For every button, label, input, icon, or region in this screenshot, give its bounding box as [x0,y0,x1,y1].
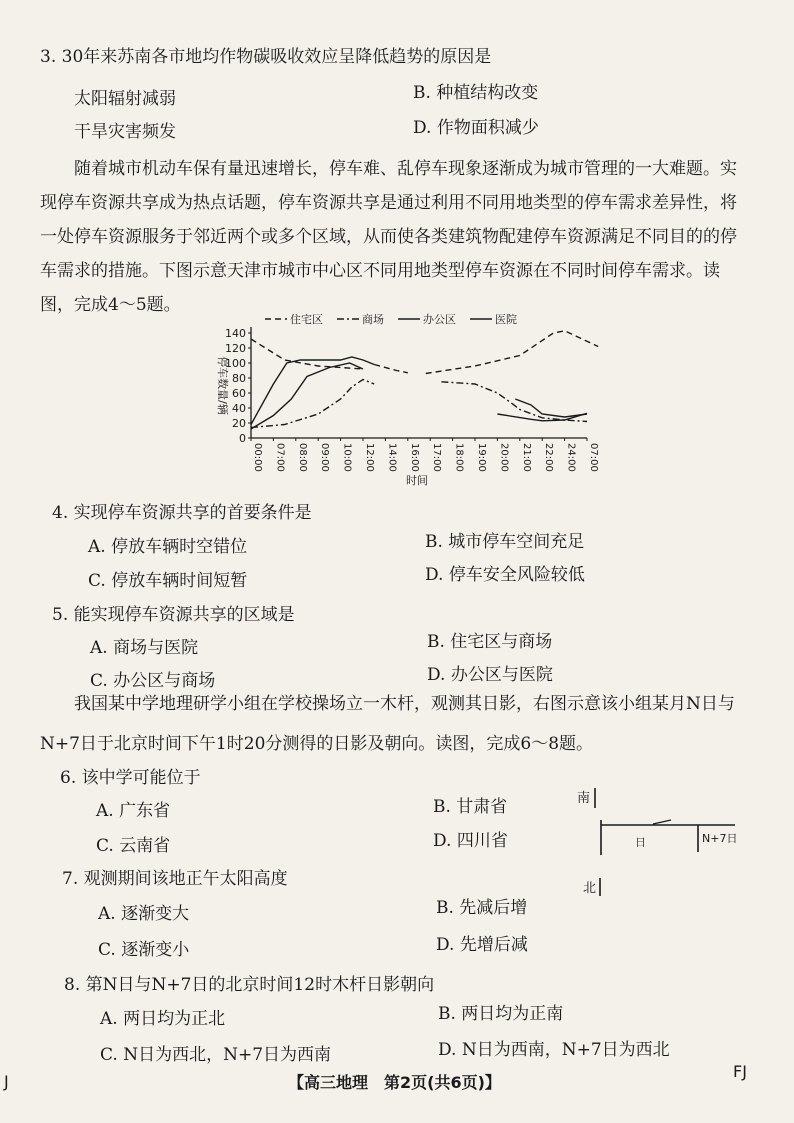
y-tick-label: 20 [232,417,246,430]
series-line-3 [251,363,363,429]
x-tick-label: 10:00 [341,443,353,472]
q4-option-c: C. 停放车辆时间短暂 [88,571,248,591]
y-tick-label: 120 [225,342,246,355]
x-tick-label: 21:00 [520,443,532,472]
x-tick-label: 17:00 [431,443,443,472]
q3-option-d: D. 作物面积减少 [413,118,539,138]
q5-option-b: B. 住宅区与商场 [427,632,553,652]
intro-6-8: 我国某中学地理研学小组在学校操场立一木杆，观测其日影，右图示意该小组某月N日与N+7日于北京时间下午1时20分测得的日影及朝向。读图，完成6～8题。 [40,694,735,754]
x-tick-label: 07:00 [274,443,286,472]
series-line-2 [251,380,374,428]
y-tick-label: 140 [225,327,246,340]
shadow-figure [575,780,765,900]
q3-stem: 3. 30年来苏南各市地均作物碳吸收效应呈降低趋势的原因是 [40,47,492,67]
x-tick-label: 12:00 [364,443,375,472]
q4-option-a: A. 停放车辆时空错位 [88,537,248,557]
q8-option-b: B. 两日均为正南 [438,1004,564,1024]
footer-right-mark: FJ [733,1062,747,1081]
x-tick-label: 22:00 [543,443,555,472]
y-tick-label: 60 [232,387,246,400]
q7-option-c: C. 逐渐变小 [98,940,190,960]
q7-option-b: B. 先减后增 [436,898,528,918]
q4-option-b: B. 城市停车空间充足 [425,532,585,552]
south-label: 南 [577,791,591,806]
north-label: 北 [583,881,597,896]
legend-label: 商场 [362,313,384,326]
n-day-label: 日 [635,836,646,849]
series-line-4 [251,357,374,425]
q8-option-d: D. N日为西南，N+7日为西北 [438,1040,670,1060]
x-tick-label: 20:00 [498,443,510,472]
q5-option-a: A. 商场与医院 [90,638,199,658]
legend-label: 医院 [495,313,517,326]
shadow-n-tick [653,820,671,824]
x-tick-label: 00:00 [252,443,263,472]
series-line-1 [374,365,408,373]
q3-option-b: B. 种植结构改变 [413,83,539,103]
q3-option-a: 太阳辐射减弱 [74,89,176,109]
q6-option-b: B. 甘肃省 [433,797,508,817]
q8-option-c: C. N日为西北，N+7日为西南 [100,1045,332,1065]
q4-option-d: D. 停车安全风险较低 [425,565,585,585]
y-axis-label: 停车数量/辆 [216,356,229,415]
x-tick-label: 08:00 [296,443,308,472]
q8-option-a: A. 两日均为正北 [100,1009,226,1029]
q7-option-a: A. 逐渐变大 [98,904,190,924]
n7-day-label: N+7日 [702,832,738,845]
legend-label: 办公区 [423,313,456,326]
y-tick-label: 40 [232,402,246,415]
intro-4-5: 随着城市机动车保有量迅速增长，停车难、乱停车现象逐渐成为城市管理的一大难题。实现停车资源共享成为热点话题，停车资源共享是通过利用不同用地类型的停车需求差异性，将一处停车资源服务于邻近两个或多个区域，从而使各类建筑物配建停车资源满足不同目的的停车需求的措施。下图示意天津市城市中心区不同用地类型停车资源在不同时间停车需求。读图，完成4～5题。 [40,159,737,315]
series-line-3 [515,399,587,417]
q6-stem: 6. 该中学可能位于 [60,768,201,788]
q4-stem: 4. 实现停车资源共享的首要条件是 [52,503,312,523]
q8-stem: 8. 第N日与N+7日的北京时间12时木杆日影朝向 [64,975,435,995]
q5-option-d: D. 办公区与医院 [427,665,553,685]
page-footer: 【高三地理 第2页(共6页)】 [288,1073,501,1092]
x-tick-label: 14:00 [386,443,398,472]
y-tick-label: 100 [225,357,246,370]
series-line-1 [251,339,363,369]
series-line-2 [441,382,587,422]
x-tick-label: 16:00 [408,443,420,472]
x-tick-label: 24:00 [565,443,577,472]
q3-option-c: 干旱灾害频发 [74,122,176,142]
q5-stem: 5. 能实现停车资源共享的区域是 [52,605,295,625]
q7-option-d: D. 先增后减 [436,935,528,955]
parking-demand-chart [195,308,605,490]
q6-option-c: C. 云南省 [96,836,171,856]
x-tick-label: 07:00 [588,443,599,472]
q6-option-a: A. 广东省 [96,801,171,821]
series-line-1 [426,331,599,374]
x-tick-label: 19:00 [476,443,487,472]
x-tick-label: 09:00 [319,443,331,472]
q5-option-c: C. 办公区与商场 [90,671,216,691]
x-tick-label: 18:00 [453,443,465,472]
x-axis-label: 时间 [406,474,428,487]
q7-stem: 7. 观测期间该地正午太阳高度 [62,869,288,889]
footer-left-mark: J [4,1072,9,1091]
legend-label: 住宅区 [290,313,323,326]
y-tick-label: 80 [232,372,246,385]
y-tick-label: 0 [239,432,246,445]
q6-option-d: D. 四川省 [433,831,508,851]
